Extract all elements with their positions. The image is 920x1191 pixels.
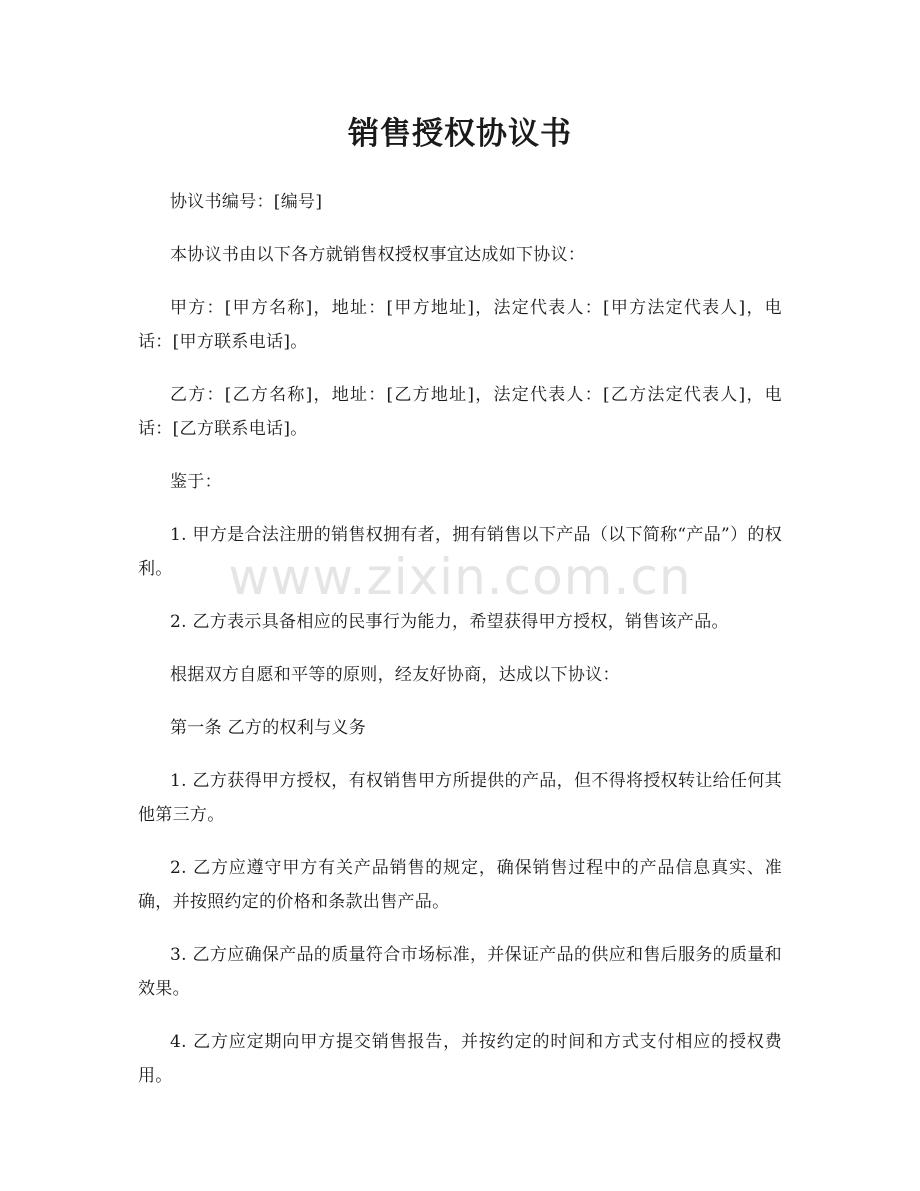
party-b-info: 乙方：[乙方名称]，地址：[乙方地址]，法定代表人：[乙方法定代表人]，电话：[乙方联系电话]。 [138, 385, 782, 439]
agreement-basis: 根据双方自愿和平等的原则，经友好协商，达成以下协议： [170, 665, 620, 685]
article-1-clause-2: 2. 乙方应遵守甲方有关产品销售的规定，确保销售过程中的产品信息真实、准确，并按照约定的价格和条款出售产品。 [138, 858, 782, 912]
agreement-intro: 本协议书由以下各方就销售权授权事宜达成如下协议： [170, 245, 586, 265]
article-1-clause-4: 4. 乙方应定期向甲方提交销售报告，并按约定的时间和方式支付相应的授权费用。 [138, 1032, 782, 1086]
whereas-item-2: 2. 乙方表示具备相应的民事行为能力，希望获得甲方授权，销售该产品。 [170, 612, 729, 632]
document-body [138, 185, 782, 1112]
whereas-heading: 鉴于： [170, 472, 222, 492]
whereas-item-1: 1. 甲方是合法注册的销售权拥有者，拥有销售以下产品（以下简称“产品”）的权利。 [138, 525, 782, 579]
agreement-number: 协议书编号：[编号] [170, 192, 323, 212]
party-a-info: 甲方：[甲方名称]，地址：[甲方地址]，法定代表人：[甲方法定代表人]，电话：[甲方联系电话]。 [138, 298, 782, 352]
document-title: 销售授权协议书 [348, 116, 572, 152]
article-1-clause-3: 3. 乙方应确保产品的质量符合市场标准，并保证产品的供应和售后服务的质量和效果。 [138, 945, 782, 999]
article-1-heading: 第一条 乙方的权利与义务 [170, 718, 367, 738]
watermark: www.zixin.com.cn [228, 548, 692, 606]
article-1-clause-1: 1. 乙方获得甲方授权，有权销售甲方所提供的产品，但不得将授权转让给任何其他第三方。 [138, 771, 782, 825]
